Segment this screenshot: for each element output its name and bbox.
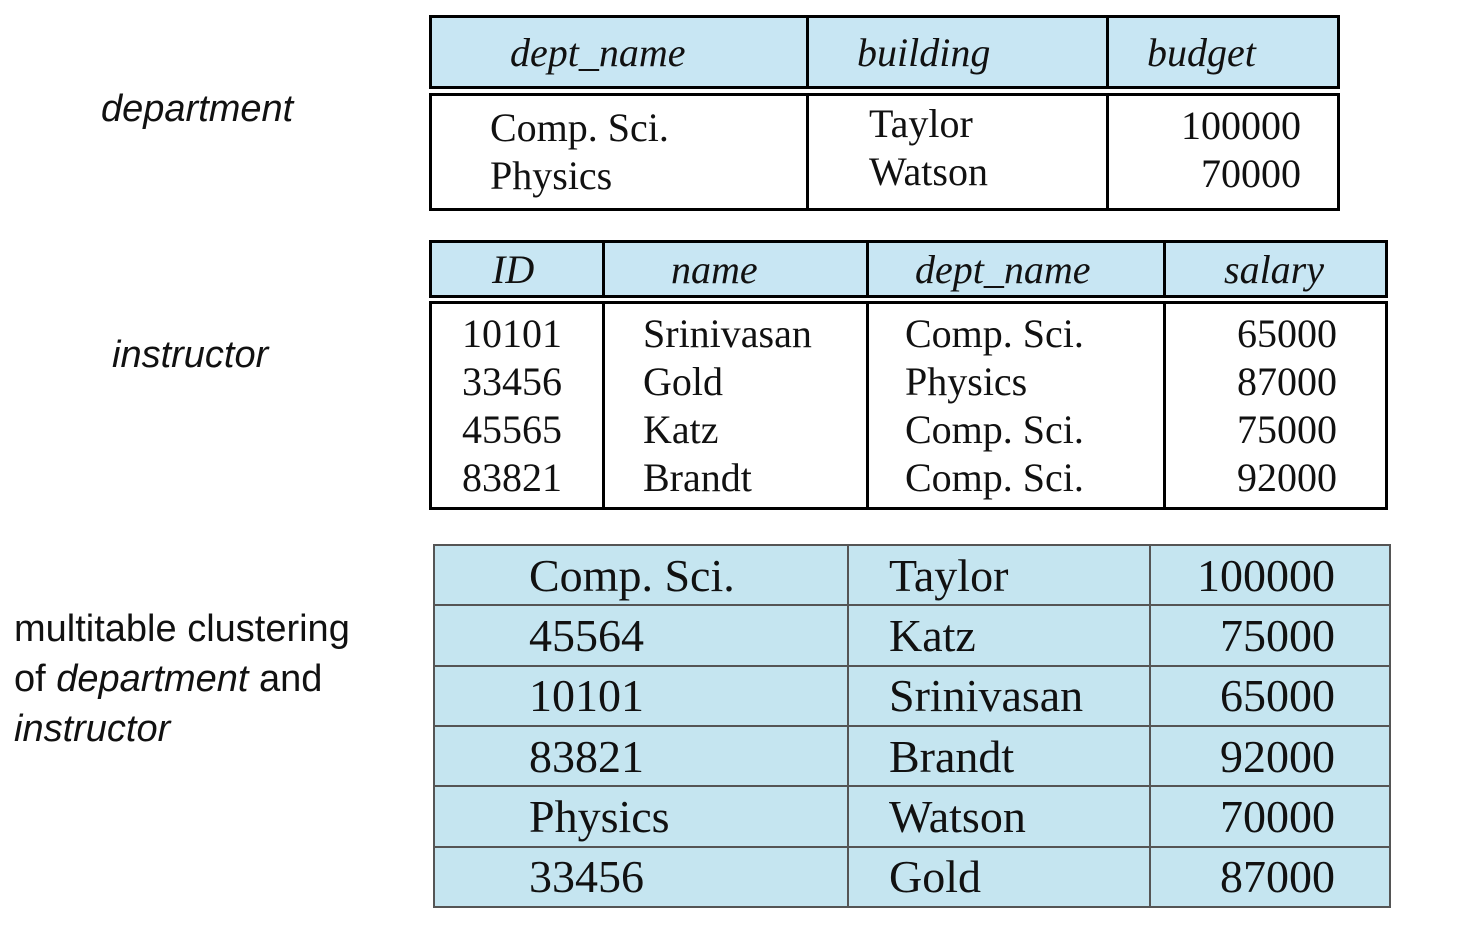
cluster-cell: Brandt — [848, 726, 1150, 786]
cluster-cell: 10101 — [434, 666, 848, 726]
cluster-cell: Srinivasan — [848, 666, 1150, 726]
cluster-cell: 33456 — [434, 847, 848, 907]
department-col-dept-name — [432, 96, 809, 208]
cluster-cell: Taylor — [848, 545, 1150, 605]
cluster-cell: 92000 — [1150, 726, 1390, 786]
table-row: 45565 — [462, 407, 562, 452]
instructor-label: instructor — [112, 334, 269, 376]
cluster-label-line3: instructor — [14, 708, 171, 750]
table-row: Comp. Sci. — [490, 105, 669, 150]
table-row: 65000 — [1237, 311, 1337, 356]
instructor-header-id: ID — [432, 243, 605, 295]
department-col-budget — [1109, 96, 1337, 208]
cluster-cell: Katz — [848, 605, 1150, 665]
cluster-label-line1: multitable clustering — [14, 608, 350, 650]
instructor-col-dept-name — [869, 304, 1166, 507]
cluster-cell: 100000 — [1150, 545, 1390, 605]
department-table — [429, 93, 1340, 211]
table-row — [434, 847, 1390, 907]
cluster-cell: Gold — [848, 847, 1150, 907]
table-row: Physics — [490, 153, 613, 198]
cluster-label-line2: of department and — [14, 658, 323, 700]
cluster-cell: 75000 — [1150, 605, 1390, 665]
table-row: Physics — [905, 359, 1028, 404]
table-row — [434, 786, 1390, 846]
table-row: Comp. Sci. — [905, 311, 1084, 356]
cluster-cell: 70000 — [1150, 786, 1390, 846]
table-row: 87000 — [1237, 359, 1337, 404]
cluster-cell: Physics — [434, 786, 848, 846]
instructor-table — [429, 301, 1388, 510]
table-row: Taylor — [869, 101, 973, 146]
cluster-table — [433, 544, 1391, 908]
table-row: Watson — [869, 149, 988, 194]
table-row: Katz — [643, 407, 719, 452]
instructor-col-salary — [1166, 304, 1385, 507]
cluster-cell: 87000 — [1150, 847, 1390, 907]
table-row — [434, 545, 1390, 605]
table-row: Brandt — [643, 455, 752, 500]
cluster-cell: Watson — [848, 786, 1150, 846]
table-row: 10101 — [462, 311, 562, 356]
table-row: Srinivasan — [643, 311, 812, 356]
table-row: 92000 — [1237, 455, 1337, 500]
instructor-header-name: name — [605, 243, 869, 295]
instructor-header-dept-name: dept_name — [869, 243, 1166, 295]
department-label: department — [101, 88, 294, 130]
instructor-col-id — [432, 304, 605, 507]
table-row — [434, 726, 1390, 786]
cluster-cell: 65000 — [1150, 666, 1390, 726]
cluster-cell: 83821 — [434, 726, 848, 786]
table-row: 100000 — [1181, 103, 1301, 148]
instructor-col-name — [605, 304, 869, 507]
table-row: 70000 — [1201, 151, 1301, 196]
department-col-building — [809, 96, 1109, 208]
department-header-budget: budget — [1147, 29, 1256, 75]
cluster-label — [14, 604, 350, 754]
cluster-cell: 45564 — [434, 605, 848, 665]
instructor-header-salary: salary — [1224, 246, 1324, 292]
cluster-cell: Comp. Sci. — [434, 545, 848, 605]
instructor-header — [429, 240, 1388, 298]
table-row — [434, 666, 1390, 726]
department-header-building: building — [809, 18, 1109, 86]
table-row: Comp. Sci. — [905, 455, 1084, 500]
department-header-dept-name: dept_name — [432, 18, 809, 86]
table-row: Gold — [643, 359, 723, 404]
table-row: Comp. Sci. — [905, 407, 1084, 452]
table-row: 83821 — [462, 455, 562, 500]
department-header — [429, 15, 1340, 89]
table-row: 33456 — [462, 359, 562, 404]
table-row: 75000 — [1237, 407, 1337, 452]
table-row — [434, 605, 1390, 665]
